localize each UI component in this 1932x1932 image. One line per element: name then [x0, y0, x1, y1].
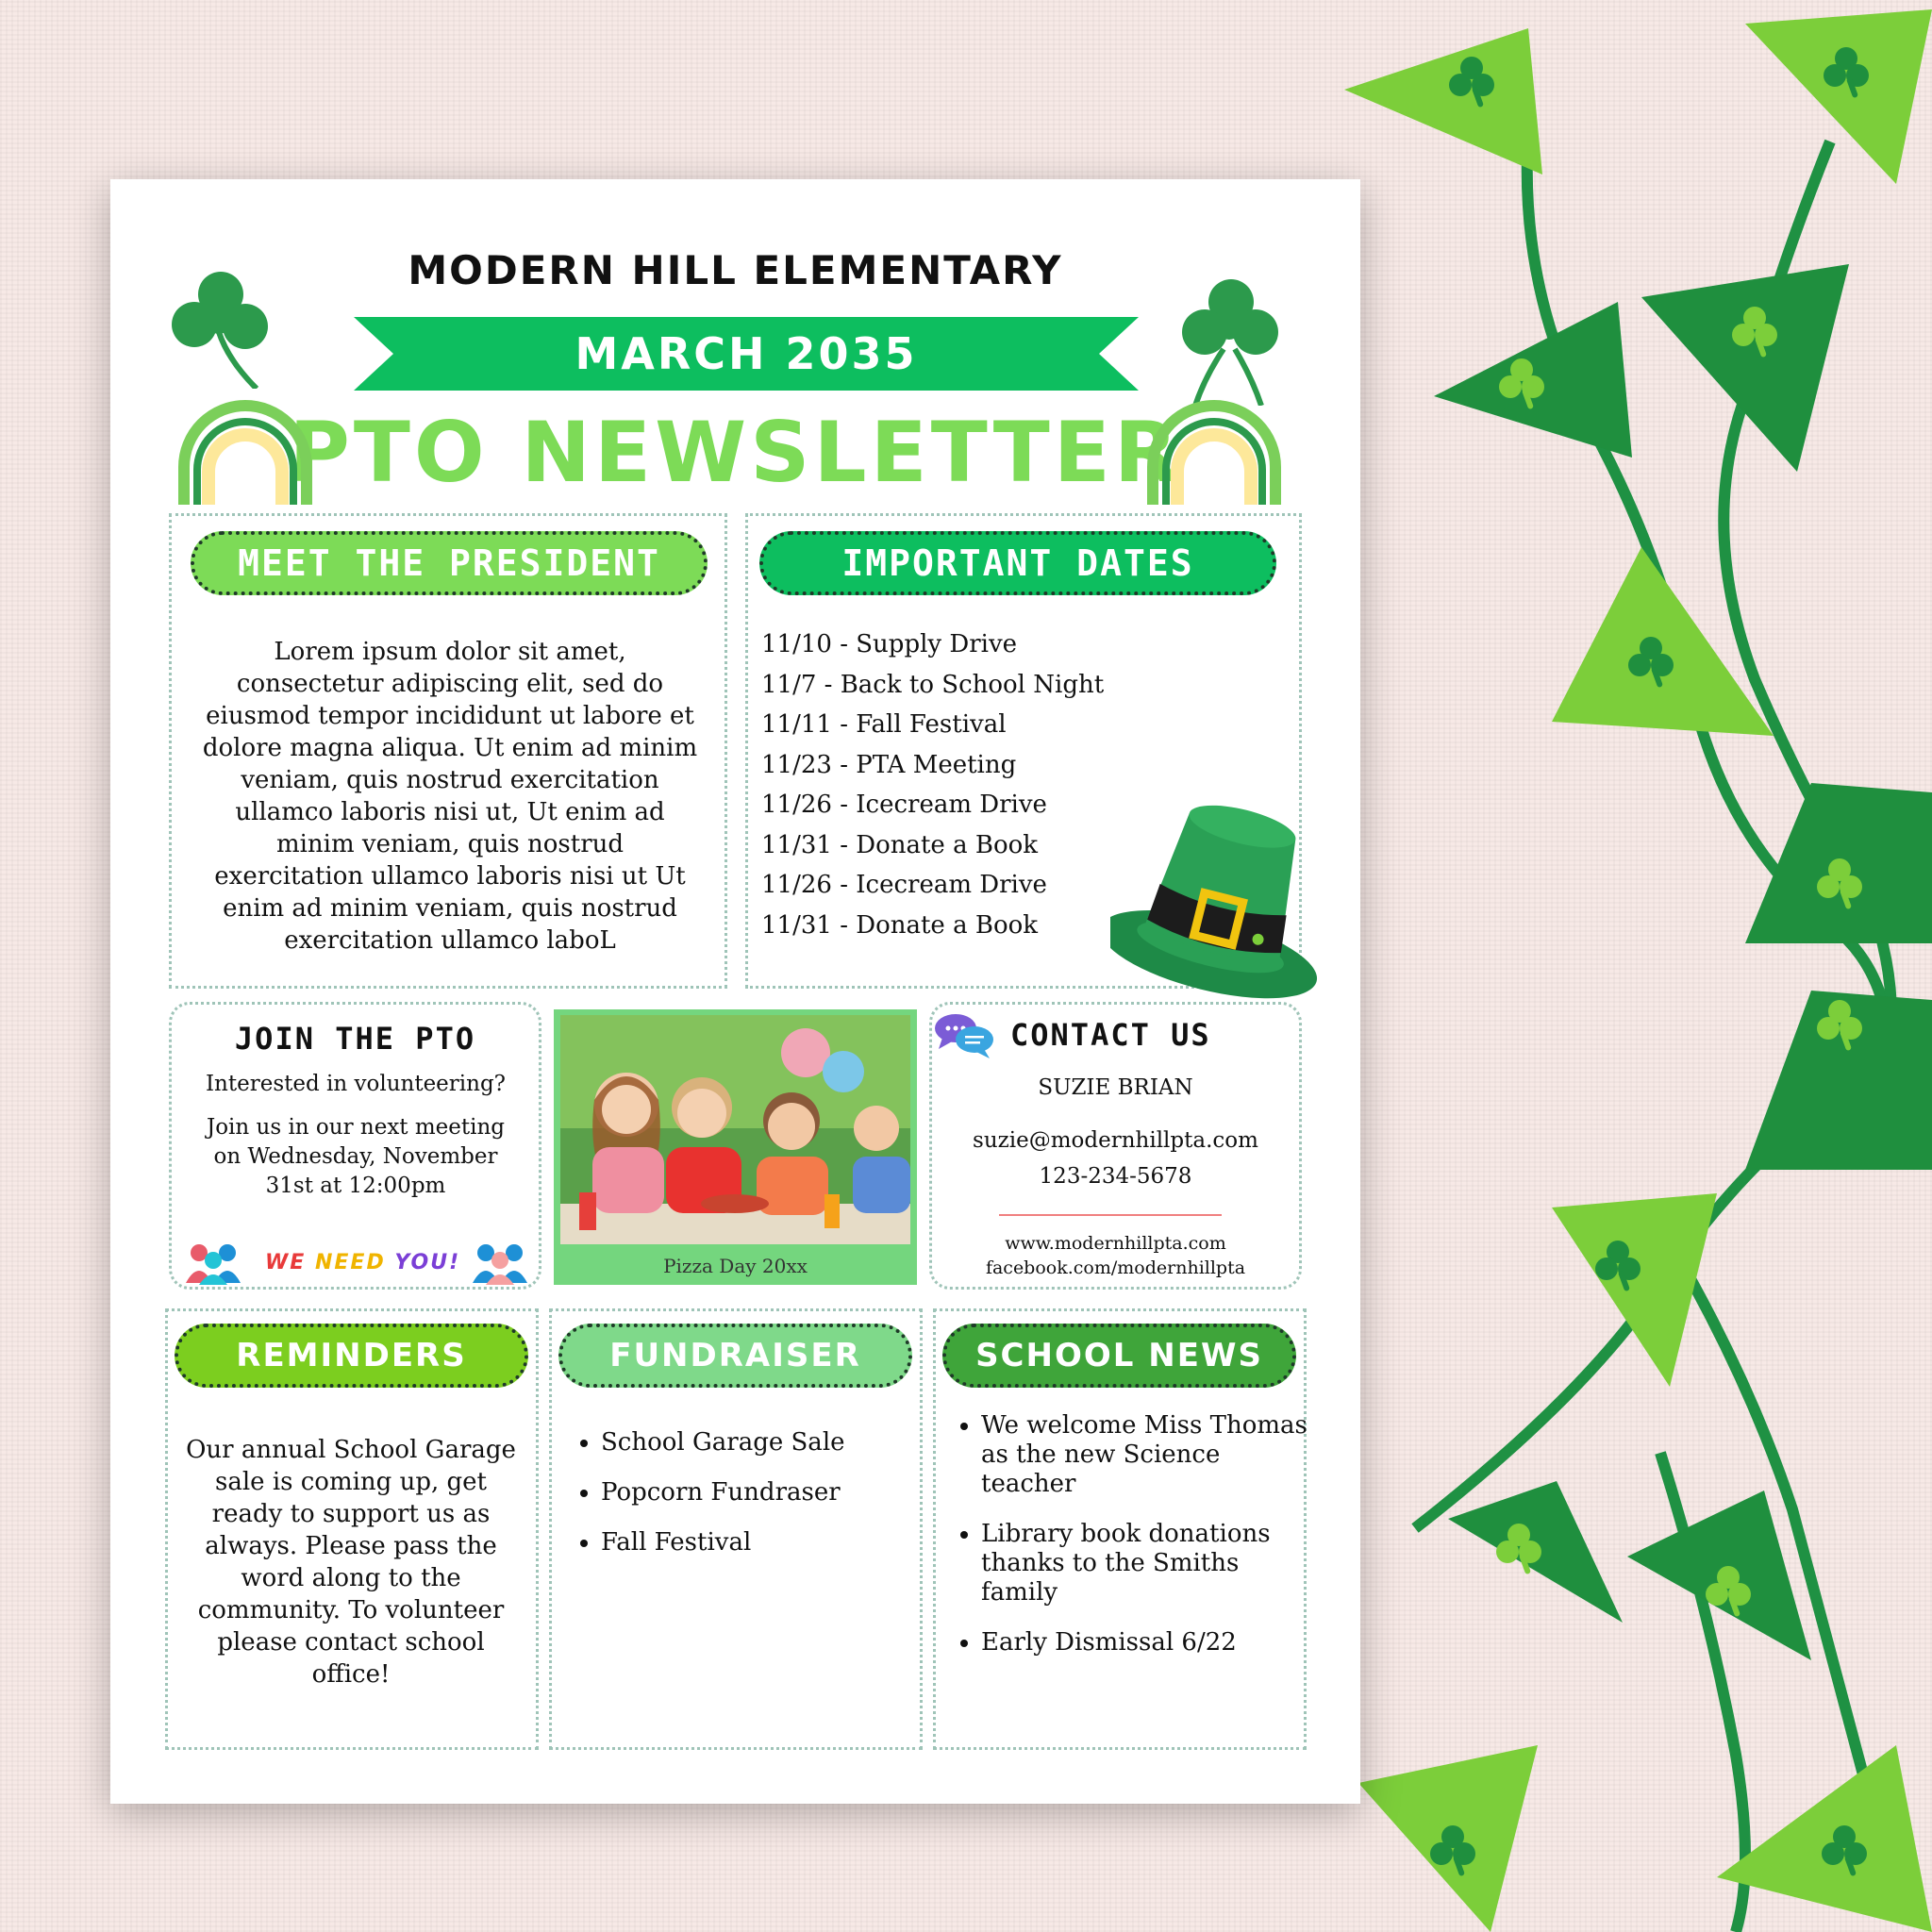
pizza-day-photo: [560, 1015, 910, 1244]
contact-email[interactable]: suzie@modernhillpta.com: [973, 1128, 1258, 1153]
contact-phone: 123-234-5678: [1039, 1164, 1192, 1189]
photo-caption: Pizza Day 20xx: [663, 1255, 808, 1277]
contact-heading: CONTACT US: [1010, 1017, 1211, 1053]
date-item: 11/31 - Donate a Book: [761, 830, 1039, 859]
we-need-word: WE: [265, 1251, 307, 1274]
date-item: 11/11 - Fall Festival: [761, 710, 1007, 739]
month-label: MARCH 2035: [575, 328, 918, 379]
fundraiser-item: • Fall Festival: [601, 1528, 941, 1557]
date-item: 11/7 - Back to School Night: [761, 670, 1105, 699]
divider: [999, 1214, 1222, 1216]
pennant: [1641, 264, 1849, 472]
date-item: 11/26 - Icecream Drive: [761, 871, 1047, 899]
school-news-item: • Early Dismissal 6/22: [981, 1628, 1311, 1657]
shamrock-icon: [1167, 274, 1290, 406]
school-news-list: [953, 1411, 1311, 1678]
we-need-word: NEED: [314, 1251, 386, 1274]
fundraiser-item: • Popcorn Fundraser: [601, 1478, 941, 1507]
fundraiser-heading: FUNDRAISER: [558, 1324, 912, 1388]
pennant: [1448, 1481, 1623, 1623]
pennant: [1552, 1193, 1717, 1387]
join-body: Join us in our next meeting on Wednesday, November 31st at 12:00pm: [206, 1115, 506, 1198]
pennant: [1745, 991, 1932, 1170]
shamrock-icon: [162, 266, 275, 389]
rainbow-icon: [1143, 396, 1285, 505]
dates-list: [761, 625, 1158, 945]
school-news-heading: SCHOOL NEWS: [942, 1324, 1296, 1388]
we-need-you-label: [265, 1251, 460, 1274]
pennant: [1358, 1745, 1538, 1932]
pennant: [1344, 28, 1542, 175]
chat-bubbles-icon: [933, 1011, 995, 1058]
contact-name: SUZIE BRIAN: [1038, 1075, 1193, 1100]
school-name: MODERN HILL ELEMENTARY: [408, 247, 1063, 293]
contact-website[interactable]: www.modernhillpta.com: [1005, 1233, 1226, 1254]
pennant: [1434, 302, 1632, 458]
date-item: 11/10 - Supply Drive: [761, 630, 1018, 658]
president-heading: MEET THE PRESIDENT: [191, 531, 708, 595]
date-item: 11/23 - PTA Meeting: [761, 750, 1017, 779]
president-body: Lorem ipsum dolor sit amet, consectetur adipiscing elit, sed do eiusmod tempor incididunt ut labore et dolore magna aliqua. Ut enim ad minim veniam, quis nostrud exercitation ullamco laboris nisi ut, Ut enim ad minim veniam, quis nostrud exercitation ullamco laboris nisi ut Ut enim ad minim veniam, quis nostrud exercitation ullamco laboL: [202, 638, 698, 955]
newsletter-title: PTO NEWSLETTER: [289, 404, 1182, 501]
fundraiser-list: [573, 1428, 941, 1578]
dates-heading: IMPORTANT DATES: [759, 531, 1276, 595]
people-icon: [186, 1241, 242, 1285]
leprechaun-hat-icon: [1110, 797, 1346, 1009]
date-item: 11/31 - Donate a Book: [761, 910, 1039, 940]
we-need-word: YOU!: [394, 1251, 461, 1274]
contact-facebook[interactable]: facebook.com/modernhillpta: [985, 1257, 1246, 1278]
fundraiser-item: • School Garage Sale: [601, 1428, 941, 1457]
school-news-item: • We welcome Miss Thomas as the new Science teacher: [981, 1411, 1311, 1499]
join-heading: JOIN THE PTO: [234, 1021, 476, 1057]
join-question: Interested in volunteering?: [205, 1072, 507, 1096]
pennant: [1745, 9, 1932, 184]
pennant: [1627, 1491, 1811, 1660]
school-news-item: • Library book donations thanks to the Smiths family: [981, 1520, 1311, 1607]
date-item: 11/26 - Icecream Drive: [761, 791, 1047, 819]
reminders-body: Our annual School Garage sale is coming up, get ready to support us as always. Please pass the word along to the community. To volunteer please contact school office!: [186, 1436, 516, 1689]
rainbow-icon: [175, 396, 316, 505]
shamrock-bunting: [1302, 0, 1932, 1932]
reminders-heading: REMINDERS: [175, 1324, 528, 1388]
newsletter-page: [110, 179, 1360, 1804]
people-icon: [473, 1241, 529, 1285]
